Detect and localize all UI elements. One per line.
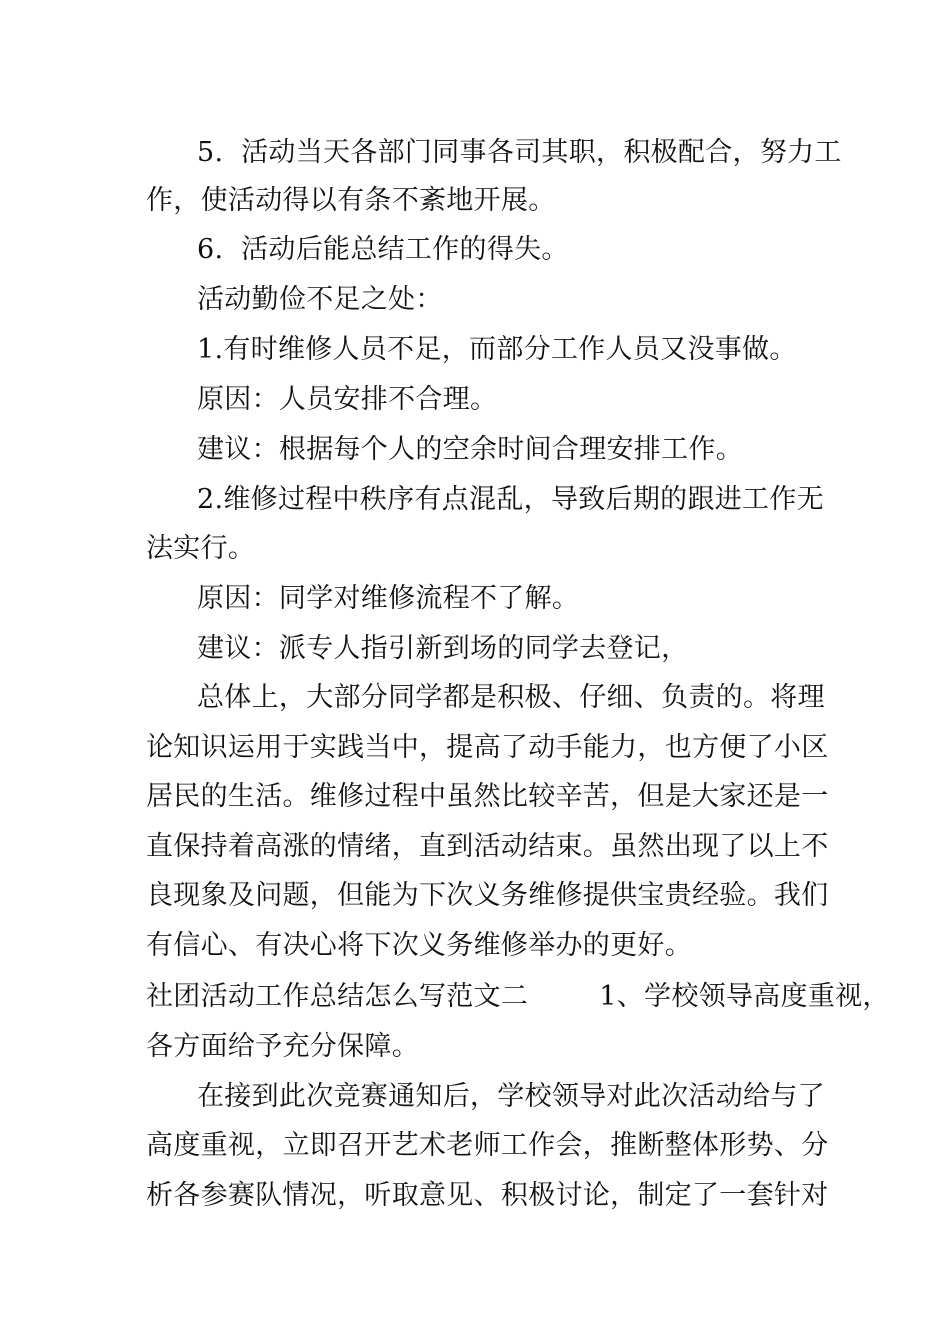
text-line: 良现象及问题，但能为下次义务维修提供宝贵经验。我们 xyxy=(146,880,829,911)
text-line: 居民的生活。维修过程中虽然比较辛苦，但是大家还是一 xyxy=(146,781,829,812)
text-line: 5. 活动当天各部门同事各司其职，积极配合，努力工 xyxy=(197,137,842,168)
text-line: 原因：人员安排不合理。 xyxy=(197,384,498,415)
text-line: 各方面给予充分保障。 xyxy=(146,1031,419,1062)
text-line: 6. 活动后能总结工作的得失。 xyxy=(197,234,569,265)
text-line: 高度重视，立即召开艺术老师工作会，推断整体形势、分 xyxy=(146,1130,829,1161)
text-line: 1.有时维修人员不足，而部分工作人员又没事做。 xyxy=(197,334,797,365)
text-line: 总体上，大部分同学都是积极、仔细、负责的。将理 xyxy=(197,682,825,713)
text-line: 法实行。 xyxy=(146,533,256,564)
text-line: 建议：根据每个人的空余时间合理安排工作。 xyxy=(197,434,743,465)
text-line: 在接到此次竞赛通知后，学校领导对此次活动给与了 xyxy=(197,1081,825,1112)
text-line: 建议：派专人指引新到场的同学去登记， xyxy=(197,633,689,664)
section-heading-line: 社团活动工作总结怎么写范文二 1、学校领导高度重视， xyxy=(146,981,890,1012)
text-line: 论知识运用于实践当中，提高了动手能力，也方便了小区 xyxy=(146,732,829,763)
text-line: 原因：同学对维修流程不了解。 xyxy=(197,583,580,614)
text-line: 析各参赛队情况，听取意见、积极讨论，制定了一套针对 xyxy=(146,1180,829,1211)
text-line: 活动勤俭不足之处： xyxy=(197,284,443,315)
text-line: 2.维修过程中秩序有点混乱，导致后期的跟进工作无 xyxy=(197,484,824,515)
text-line: 有信心、有决心将下次义务维修举办的更好。 xyxy=(146,930,692,961)
text-line: 直保持着高涨的情绪，直到活动结束。虽然出现了以上不 xyxy=(146,831,829,862)
text-line: 作，使活动得以有条不紊地开展。 xyxy=(146,185,556,216)
